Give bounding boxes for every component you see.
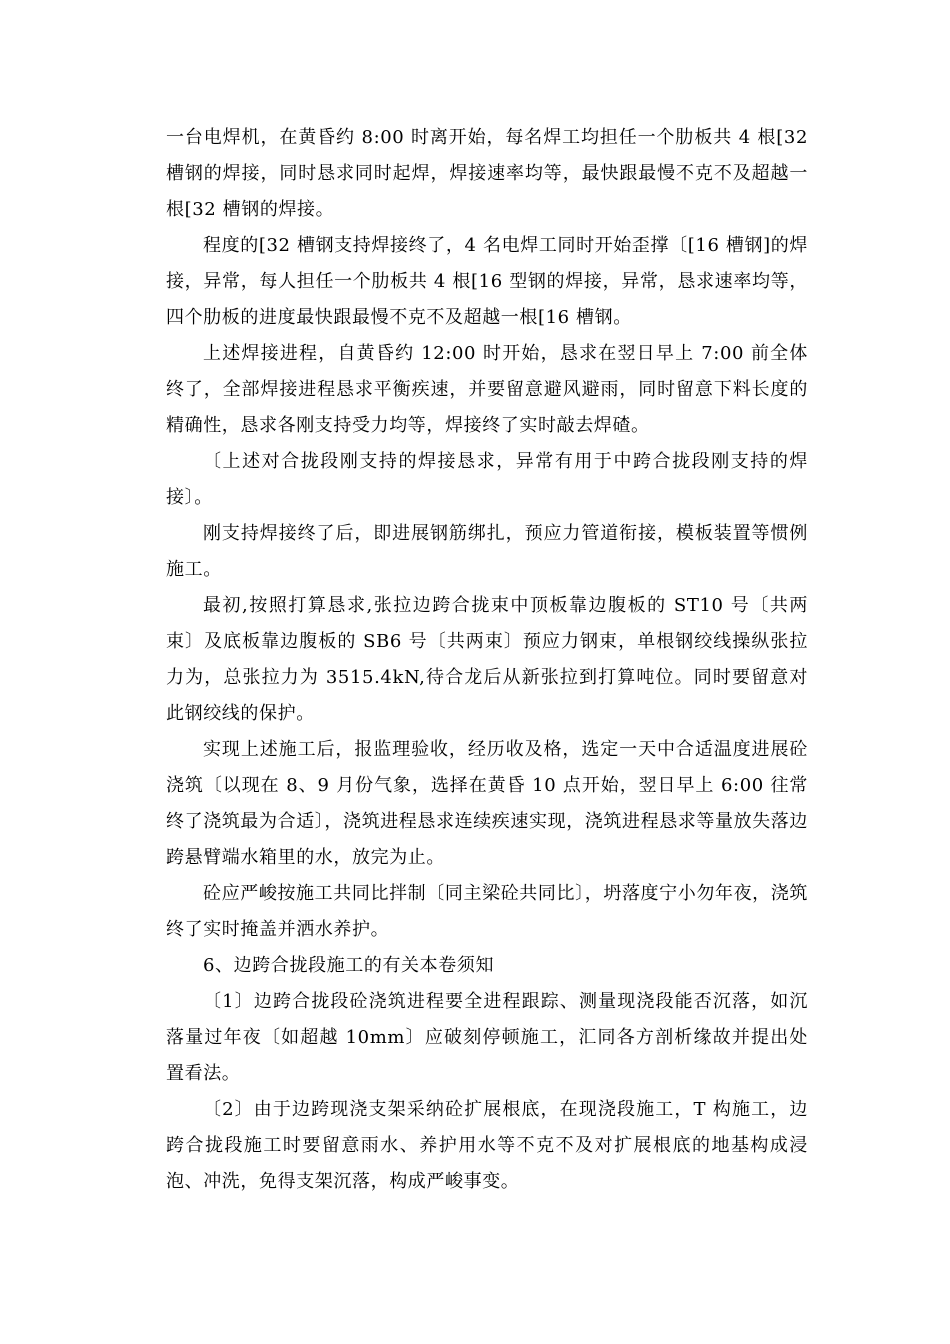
paragraph-1: 一台电焊机，在黄昏约 8:00 时离开始，每名焊工均担任一个肋板共 4 根[32 槽钢的焊接，同时恳求同时起焊，焊接速率均等，最快跟最慢不克不及超越一根[32 槽钢的焊接。 (166, 127, 808, 220)
paragraph-7: 实现上述施工后，报监理验收，经历收及格，选定一天中合适温度进展砼浇筑〔以现在 8、9 月份气象，选择在黄昏 10 点开始，翌日早上 6:00 往常终了浇筑最为合适〕，浇筑进程恳求连续疾速实现，浇筑进程恳求等量放失落边跨悬臂端水箱里的水，放完为止。 (166, 739, 808, 868)
paragraph-5: 刚支持焊接终了后，即进展钢筋绑扎，预应力管道衔接，模板装置等惯例施工。 (166, 523, 808, 580)
document-body (166, 120, 808, 1200)
section-heading: 6、边跨合拢段施工的有关本卷须知 (203, 955, 495, 976)
paragraph-item-2: 〔2〕由于边跨现浇支架采纳砼扩展根底，在现浇段施工，T 构施工，边跨合拢段施工时要留意雨水、养护用水等不克不及对扩展根底的地基构成浸泡、冲洗，免得支架沉落，构成严峻事变。 (166, 1099, 808, 1192)
paragraph-3: 上述焊接进程，自黄昏约 12:00 时开始，恳求在翌日早上 7:00 前全体终了，全部焊接进程恳求平衡疾速，并要留意避风避雨，同时留意下料长度的精确性，恳求各刚支持受力均等，焊接终了实时敲去焊碴。 (166, 343, 808, 436)
paragraph-8: 砼应严峻按施工共同比拌制〔同主梁砼共同比〕，坍落度宁小勿年夜，浇筑终了实时掩盖并洒水养护。 (166, 883, 808, 940)
paragraph-2: 程度的[32 槽钢支持焊接终了，4 名电焊工同时开始歪撑〔[16 槽钢]的焊接，异常，每人担任一个肋板共 4 根[16 型钢的焊接，异常，恳求速率均等，四个肋板的进度最快跟最慢不克不及超越一根[16 槽钢。 (166, 235, 808, 328)
paragraph-item-1: 〔1〕边跨合拢段砼浇筑进程要全进程跟踪、测量现浇段能否沉落，如沉落量过年夜〔如超越 10mm〕应破刻停顿施工，汇同各方剖析缘故并提出处置看法。 (166, 991, 808, 1084)
paragraph-6: 最初,按照打算恳求,张拉边跨合拢束中顶板靠边腹板的 ST10 号〔共两束〕及底板靠边腹板的 SB6 号〔共两束〕预应力钢束，单根钢绞线操纵张拉力为，总张拉力为 3515.4kN,待合龙后从新张拉到打算吨位。同时要留意对此钢绞线的保护。 (166, 595, 808, 724)
paragraph-4: 〔上述对合拢段刚支持的焊接恳求，异常有用于中跨合拢段刚支持的焊接〕。 (166, 451, 808, 508)
